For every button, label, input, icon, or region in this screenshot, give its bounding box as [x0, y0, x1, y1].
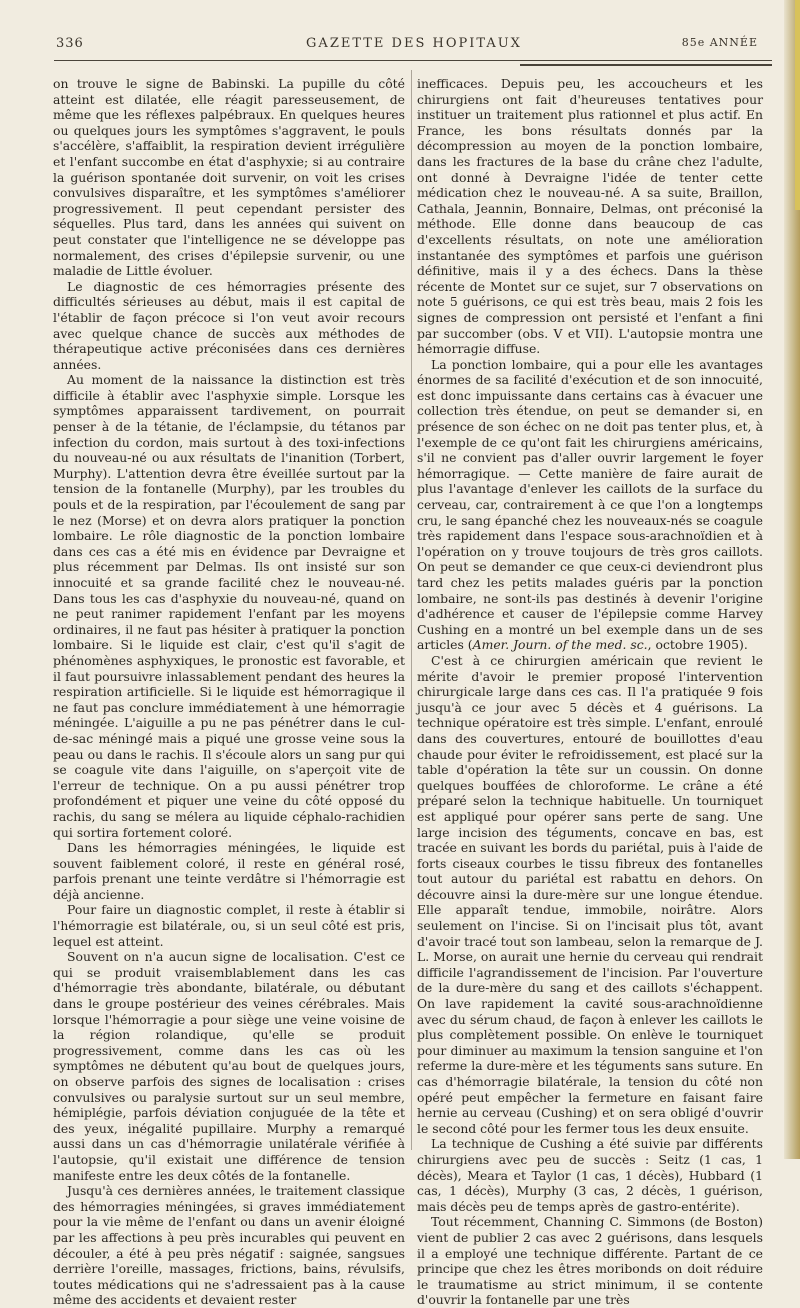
page-edge-highlight [795, 0, 800, 210]
right-column [417, 76, 763, 1308]
paragraph-text: La ponction lombaire, qui a pour elle les avantages énormes de sa facilité d'exécution et de son innocuité, est donc impuissante dans certains cas à évacuer une collection très étendue, on peut se demander si, en présence de son échec on ne doit pas tenter plus, et, à l'exemple de ce qu'ont fait les chirurgiens américains, s'il ne convient pas d'aller ouvrir largement le foyer hémorragique. — Cette manière de faire aurait de plus l'avantage d'enlever les caillots de la surface du cerveau, car, contrairement à ce que l'on a longtemps cru, le sang épanché chez les nouveaux-nés se coagule très rapidement dans l'espace sous-arachnoïdien et à l'opération on y trouve toujours de très gros caillots. On peut se demander ce que ceux-ci deviendront plus tard chez les petits malades guéris par la ponction lombaire, ne sont-ils pas destinés à devenir l'origine d'adhérence et causer de l'épilepsie comme Harvey Cushing en a montré un bel exemple dans un de ses articles ( [417, 356, 763, 653]
paragraph: Souvent on n'a aucun signe de localisation. C'est ce qui se produit vraisemblablement dans les cas d'hémorragie très abondante, bilatérale, ou débutant dans le groupe postérieur des veines cérébrales. Mais lorsque l'hémorragie a pour siège une veine voisine de la région rolandique, qu'elle se produit progressivement, comme dans les cas où les symptômes ne débutent qu'au bout de quelques jours, on observe parfois des signes de localisation : crises convulsives ou paralysie surtout sur un seul membre, hémiplégie, parfois déviation conjuguée de la tête et des yeux, inégalité pupillaire. Murphy a remarqué aussi dans un cas d'hémorragie unilatérale vérifiée à l'autopsie, qu'il existait une différence de tension manifeste entre les deux côtés de la fontanelle. [53, 949, 405, 1183]
paragraph: C'est à ce chirurgien américain que revient le mérite d'avoir le premier proposé l'intervention chirurgicale large dans ces cas. Il l'a pratiquée 9 fois jusqu'à ce jour avec 5 décès et 4 guérisons. La technique opératoire est très simple. L'enfant, enroulé dans des couvertures, entouré de bouillottes d'eau chaude pour éviter le refroidissement, est placé sur la table d'opération la tête sur un coussin. On donne quelques bouffées de chloroforme. Le crâne a été préparé selon la technique habituelle. Un tourniquet est appliqué pour opérer sans perte de sang. Une large incision des téguments, concave en bas, est tracée en suivant les bords du pariétal, puis à l'aide de forts ciseaux courbes le tissu fibreux des fontanelles tout autour du pariétal est rabattu en dehors. On découvre ainsi la dure-mère sur une longue étendue. Elle apparaît tendue, immobile, noirâtre. Alors seulement on l'incise. Si on l'incisait plus tôt, avant d'avoir tracé tout son lambeau, selon la remarque de J. L. Morse, on aurait une hernie du cerveau qui rendrait difficile l'agrandissement de l'incision. Par l'ouverture de la dure-mère du sang et des caillots s'échappent. On lave rapidement la cavité sous-arachnoïdienne avec du sérum chaud, de façon à enlever les caillots le plus complètement possible. On enlève le tourniquet pour diminuer au maximum la tension sanguine et l'on referme la dure-mère et les téguments sans suture. En cas d'hémorragie bilatérale, la tension du côté non opéré peut empêcher la fermeture en faisant faire hernie au cerveau (Cushing) et on sera obligé d'ouvrir le second côté pour les fermer tous les deux ensuite. [417, 652, 763, 1136]
journal-citation: Amer. Journ. of the med. sc. [472, 637, 648, 653]
column-divider [411, 70, 412, 1150]
paragraph: La technique de Cushing a été suivie par différents chirurgiens avec peu de succès : Seitz (1 cas, 1 décès), Meara et Taylor (1 cas, 1 décès), Hubbard (1 cas, 1 décès), Murphy (3 cas, 2 décès, 1 guérison, mais décès peu de temps après de gastro-entérite). [417, 1136, 763, 1214]
paragraph-text: , octobre 1905). [647, 637, 748, 653]
paragraph: Dans les hémorragies méningées, le liquide est souvent faiblement coloré, il reste en général rosé, parfois prenant une teinte verdâtre si l'hémorragie est déjà ancienne. [53, 840, 405, 902]
paragraph: inefficaces. Depuis peu, les accoucheurs et les chirurgiens ont fait d'heureuses tentatives pour instituer un traitement plus rationnel et plus actif. En France, les bons résultats donnés par la décompression au moyen de la ponction lombaire, dans les fractures de la base du crâne chez l'adulte, ont donné à Devraigne l'idée de tenter cette médication chez le nouveau-né. A sa suite, Braillon, Cathala, Jeannin, Bonnaire, Delmas, ont préconisé la méthode. Elle donne dans beaucoup de cas d'excellents résultats, on note une amélioration instantanée des symptômes et parfois une guérison définitive, mais il y a des échecs. Dans la thèse récente de Montet sur ce sujet, sur 7 observations on note 5 guérisons, ce qui est très beau, mais 2 fois les signes de compression ont persisté et l'enfant a fini par succomber (obs. V et VII). L'autopsie montra une hémorragie diffuse. [417, 76, 763, 357]
volume-year: 85e ANNÉE [681, 36, 758, 49]
paragraph: Pour faire un diagnostic complet, il reste à établir si l'hémorragie est bilatérale, ou, si un seul côté est pris, lequel est atteint. [53, 902, 405, 949]
page-number: 336 [56, 36, 84, 51]
paragraph: Jusqu'à ces dernières années, le traitement classique des hémorragies méningées, si graves immédiatement pour la vie même de l'enfant ou dans un avenir éloigné par les affections à peu près incurables qui peuvent en découler, a été à peu près négatif : saignée, sangsues derrière l'oreille, massages, frictions, bains, révulsifs, toutes médications qui ne s'adressaient pas à la cause même des accidents et devaient rester [53, 1183, 405, 1308]
paragraph: Tout récemment, Channing C. Simmons (de Boston) vient de publier 2 cas avec 2 guérisons, dans lesquels il a employé une technique différente. Partant de ce principe que chez les êtres moribonds on doit réduire le traumatisme au strict minimum, il se contente d'ouvrir la fontanelle par une très [417, 1214, 763, 1308]
left-column [53, 76, 405, 1308]
header-double-rule [520, 64, 772, 66]
paragraph: Au moment de la naissance la distinction est très difficile à établir avec l'asphyxie simple. Lorsque les symptômes apparaissent tardivement, on pourrait penser à de la tétanie, de l'éclampsie, du tétanos par infection du cordon, mais surtout à des toxi-infections du nouveau-né ou aux résultats de l'inanition (Torbert, Murphy). L'attention devra être éveillée surtout par la tension de la fontanelle (Murphy), par les troubles du pouls et de la respiration, par l'écoulement de sang par le nez (Morse) et on devra alors pratiquer la ponction lombaire. Le rôle diagnostic de la ponction lombaire dans ces cas a été mis en évidence par Devraigne et plus récemment par Delmas. Ils ont insisté sur son innocuité et sa grande facilité chez le nouveau-né. Dans tous les cas d'asphyxie du nouveau-né, quand on ne peut ranimer rapidement l'enfant par les moyens ordinaires, il ne faut pas hésiter à pratiquer la ponction lombaire. Si le liquide est clair, c'est qu'il s'agit de phénomènes asphyxiques, le pronostic est favorable, et il faut poursuivre inlassablement pendant des heures la respiration artificielle. Si le liquide est hémorragique il ne faut pas conclure immédiatement à une hémorragie méningée. L'aiguille a pu ne pas pénétrer dans le cul-de-sac méningé mais a piqué une grosse veine sous la peau ou dans le rachis. Il s'écoule alors un sang pur qui se coagule vite dans l'aiguille, on s'aperçoit vite de l'erreur de technique. On a pu aussi pénétrer trop profondément et piquer une veine du côté opposé du rachis, du sang se mélera au liquide céphalo-rachidien qui sortira fortement coloré. [53, 372, 405, 840]
paragraph: on trouve le signe de Babinski. La pupille du côté atteint est dilatée, elle réagit paresseusement, de même que les réflexes palpébraux. En quelques heures ou quelques jours les symptômes s'aggravent, le pouls s'accélère, s'affaiblit, la respiration devient irrégulière et l'enfant succombe en état d'asphyxie; si au contraire la guérison spontanée doit survenir, on voit les crises convulsives disparaître, et les symptômes s'améliorer progressivement. Il peut cependant persister des séquelles. Plus tard, dans les années qui suivent on peut constater que l'intelligence ne se développe pas normalement, des crises d'épilepsie survenir, ou une maladie de Little évoluer. [53, 76, 405, 279]
page-header [56, 36, 772, 58]
journal-title: GAZETTE DES HOPITAUX [306, 36, 522, 51]
paragraph [417, 357, 763, 653]
paragraph: Le diagnostic de ces hémorragies présente des difficultés sérieuses au début, mais il est capital de l'établir de façon précoce si l'on veut avoir recours avec quelque chance de succès aux méthodes de thérapeutique active préconisées dans ces dernières années. [53, 278, 405, 372]
header-rule [54, 60, 772, 61]
